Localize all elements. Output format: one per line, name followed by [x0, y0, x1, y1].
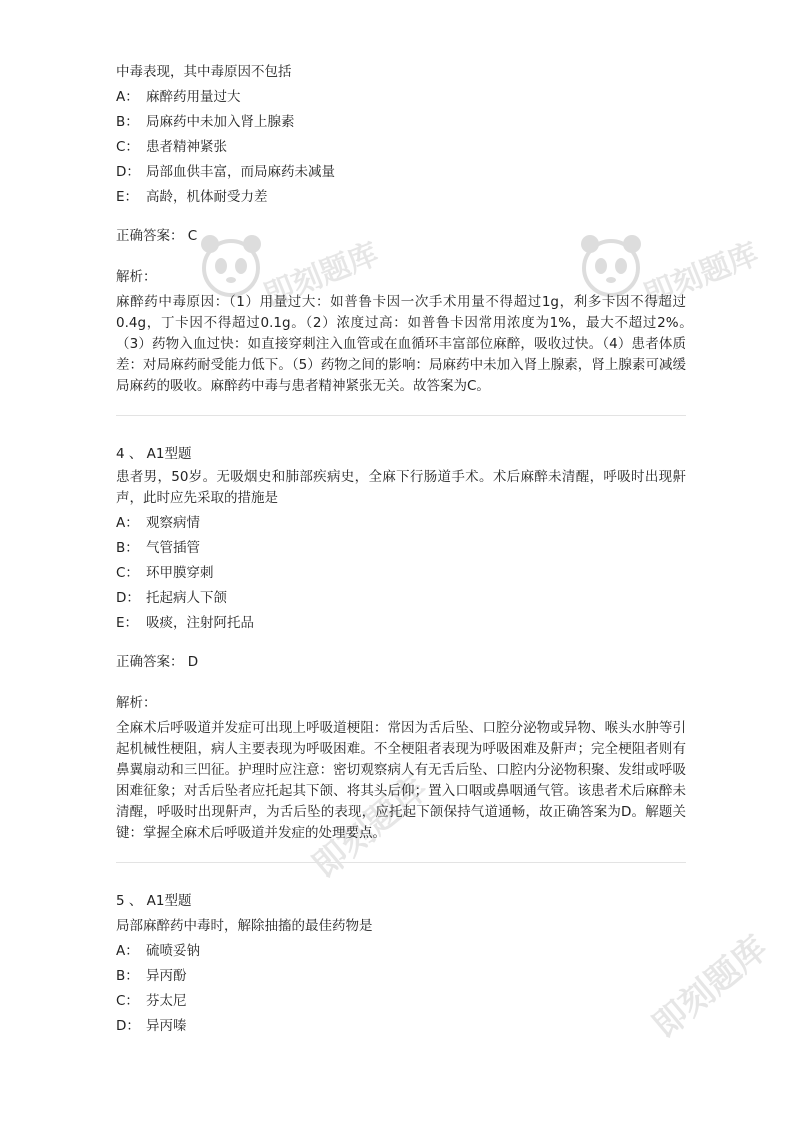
option-key: C：: [116, 139, 139, 155]
divider: [116, 862, 686, 863]
option-key: E：: [116, 615, 139, 631]
question-stem: 中毒表现，其中毒原因不包括: [116, 64, 292, 80]
option-d: [116, 1014, 686, 1039]
option-text: 局麻药中未加入肾上腺素: [146, 114, 295, 130]
option-text: 气管插管: [146, 540, 200, 556]
option-key: D：: [116, 590, 140, 606]
watermark-text: 即刻题库: [305, 768, 436, 887]
analysis-label: 解析：: [116, 269, 157, 285]
option-d: [116, 160, 686, 185]
option-key: B：: [116, 114, 139, 130]
option-key: D：: [116, 164, 140, 180]
analysis-text: 全麻术后呼吸道并发症可出现上呼吸道梗阻：常因为舌后坠、口腔分泌物或异物、喉头水肿等引起机械性梗阻，病人主要表现为呼吸困难。不全梗阻者表现为呼吸困难及鼾声；完全梗阻者则有鼻翼扇动和三凹征。护理时应注意：密切观察病人有无舌后坠、口腔内分泌物积聚、发绀或呼吸困难征象；对舌后坠者应托起其下颌、将其头后仰；置入口咽或鼻咽通气管。该患者术后麻醉未清醒，呼吸时出现鼾声，为舌后坠的表现，应托起下颌保持气道通畅，故正确答案为D。解题关键：掌握全麻术后呼吸道并发症的处理要点。: [116, 720, 686, 841]
option-text: 硫喷妥钠: [146, 943, 200, 959]
option-list: [116, 939, 686, 1039]
analysis-text: 麻醉药中毒原因：（1）用量过大：如普鲁卡因一次手术用量不得超过1g，利多卡因不得超过0.4g，丁卡因不得超过0.1g。（2）浓度过高：如普鲁卡因常用浓度为1%，最大不超过2%。 （3）药物入血过快：如直接穿刺注入血管或在血循环丰富部位麻醉，吸收过快。（4）患者体质差：对局麻药耐受能力低下。（5）药物之间的影响：局麻药中未加入肾上腺素，肾上腺素可减缓局麻药的吸收。麻醉药中毒与患者精神紧张无关。故答案为C。: [116, 294, 713, 394]
question-5: [116, 889, 686, 1039]
correct-answer: [116, 224, 686, 249]
correct-answer: [116, 650, 686, 675]
answer-label: 正确答案：: [116, 654, 184, 670]
option-text: 芬太尼: [146, 993, 187, 1009]
watermark-text: 即刻题库: [645, 928, 776, 1047]
option-c: [116, 989, 686, 1014]
option-b: [116, 536, 686, 561]
question-stem: 患者男，50岁。无吸烟史和肺部疾病史，全麻下行肠道手术。术后麻醉未清醒，呼吸时出现鼾声，此时应先采取的措施是: [116, 469, 686, 506]
option-key: C：: [116, 565, 139, 581]
analysis-label: 解析：: [116, 695, 157, 711]
option-e: [116, 611, 686, 636]
option-key: B：: [116, 540, 139, 556]
option-a: [116, 511, 686, 536]
option-text: 麻醉药用量过大: [146, 89, 241, 105]
option-text: 患者精神紧张: [146, 139, 227, 155]
option-text: 吸痰，注射阿托品: [146, 615, 254, 631]
question-4: [116, 442, 686, 844]
option-b: [116, 964, 686, 989]
answer-value: C: [187, 228, 198, 244]
option-key: B：: [116, 968, 139, 984]
answer-value: D: [187, 654, 199, 670]
question-header: 4 、 A1型题: [116, 446, 192, 462]
option-list: [116, 85, 686, 210]
option-c: [116, 135, 686, 160]
option-text: 异丙嗪: [146, 1018, 187, 1034]
option-d: [116, 586, 686, 611]
option-a: [116, 85, 686, 110]
option-key: D：: [116, 1018, 140, 1034]
option-list: [116, 511, 686, 636]
option-key: A：: [116, 515, 139, 531]
option-key: E：: [116, 189, 139, 205]
option-c: [116, 561, 686, 586]
option-key: C：: [116, 993, 139, 1009]
option-text: 局部血供丰富，而局麻药未减量: [146, 164, 335, 180]
option-key: A：: [116, 89, 139, 105]
option-text: 异丙酚: [146, 968, 187, 984]
option-text: 观察病情: [146, 515, 200, 531]
option-text: 托起病人下颌: [146, 590, 227, 606]
option-e: [116, 185, 686, 210]
option-key: A：: [116, 943, 139, 959]
watermark-text: 即刻题库: [259, 236, 384, 314]
option-text: 高龄，机体耐受力差: [146, 189, 268, 205]
divider: [116, 415, 686, 416]
option-a: [116, 939, 686, 964]
question-stem: 局部麻醉药中毒时，解除抽搐的最佳药物是: [116, 918, 373, 934]
option-text: 环甲膜穿刺: [146, 565, 214, 581]
question-header: 5 、 A1型题: [116, 893, 192, 909]
option-b: [116, 110, 686, 135]
answer-label: 正确答案：: [116, 228, 184, 244]
watermark-text: 即刻题库: [639, 236, 764, 314]
